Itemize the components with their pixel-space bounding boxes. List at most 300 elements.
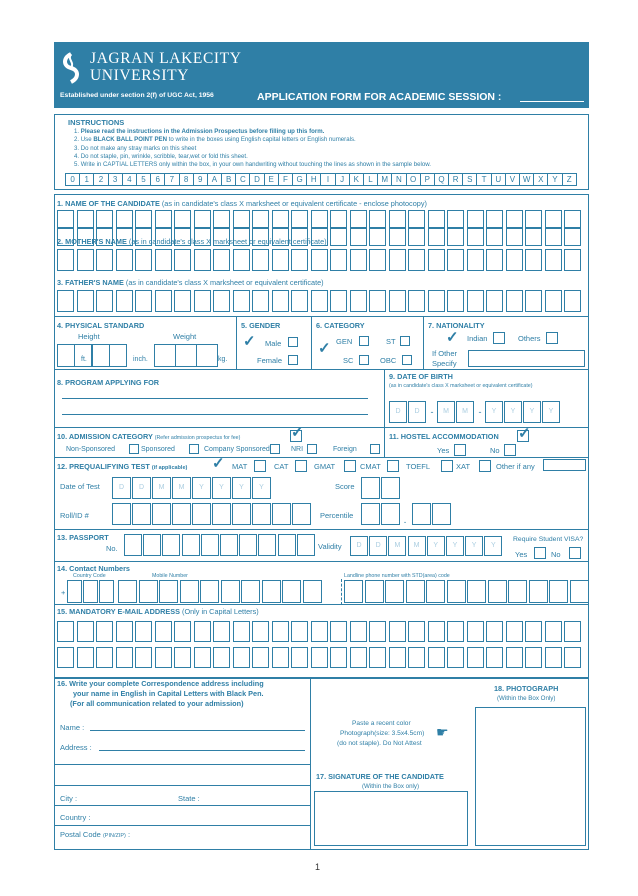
input-box[interactable] [467,580,486,603]
input-box[interactable] [428,290,445,312]
input-box[interactable] [486,249,503,271]
input-box[interactable]: M [388,536,406,556]
input-box[interactable] [330,647,347,668]
input-box[interactable] [57,344,75,367]
input-box[interactable] [525,290,542,312]
input-box[interactable] [506,290,523,312]
input-box[interactable] [350,249,367,271]
input-box[interactable] [258,534,276,556]
input-box[interactable] [428,647,445,668]
input-box[interactable] [303,580,322,603]
input-box[interactable] [428,210,445,228]
input-box[interactable]: D [350,536,368,556]
input-box[interactable] [344,580,363,603]
sc-label: SC [343,356,354,365]
input-box[interactable] [239,534,257,556]
addr-name-line[interactable] [90,730,305,731]
input-box[interactable] [112,503,131,525]
male-label: Male [265,339,282,348]
input-box[interactable] [272,503,291,525]
input-box[interactable] [447,580,466,603]
input-box[interactable] [67,580,82,603]
others-checkbox[interactable] [546,332,558,344]
input-box[interactable] [162,534,180,556]
sample-char: E [264,173,279,186]
input-box[interactable] [109,344,127,367]
divider [54,825,310,826]
test-checkbox[interactable] [254,460,266,472]
input-box[interactable] [564,210,581,228]
instruction-item [74,145,196,152]
input-box[interactable] [408,249,425,271]
test-checkbox[interactable] [441,460,453,472]
signature-label: 17. SIGNATURE OF THE CANDIDATE [316,772,444,781]
input-box[interactable] [389,621,406,642]
input-box[interactable] [506,647,523,668]
sample-char: X [533,173,548,186]
input-box[interactable] [155,249,172,271]
input-box[interactable] [447,228,464,246]
hostel-yes-label: Yes [437,446,450,455]
input-box[interactable] [447,210,464,228]
visa-yes-checkbox[interactable] [534,547,546,559]
input-box[interactable]: D [369,536,387,556]
input-box[interactable] [369,290,386,312]
input-box[interactable] [96,249,113,271]
address-instruction-2: your name in English in Capital Letters with Black Pen. [73,689,264,698]
input-box[interactable] [428,249,445,271]
input-box[interactable] [57,647,74,668]
test-checkbox[interactable] [387,460,399,472]
test-checkbox[interactable] [344,460,356,472]
input-box[interactable] [233,210,250,228]
input-box[interactable] [77,290,94,312]
input-box[interactable] [241,580,260,603]
input-box[interactable] [311,210,328,228]
input-box[interactable] [529,580,548,603]
input-box[interactable] [77,249,94,271]
input-box[interactable] [135,290,152,312]
input-box[interactable] [369,621,386,642]
input-box[interactable] [292,503,311,525]
input-box[interactable] [77,210,94,228]
input-box[interactable] [155,621,172,642]
divider [54,785,310,786]
input-box[interactable] [311,249,328,271]
input-box[interactable]: M [152,477,171,499]
input-box[interactable] [252,621,269,642]
university-name-line2: UNIVERSITY [90,67,189,84]
input-box[interactable] [213,249,230,271]
inch-label: inch. [133,356,148,363]
input-box[interactable] [369,647,386,668]
input-box[interactable] [132,503,151,525]
input-box[interactable] [124,534,142,556]
input-box[interactable] [143,534,161,556]
input-box[interactable] [116,647,133,668]
input-box[interactable] [291,290,308,312]
input-box[interactable] [57,210,74,228]
input-box[interactable] [155,647,172,668]
test-checkbox[interactable] [479,460,491,472]
test-checkbox[interactable] [295,460,307,472]
input-box[interactable] [486,621,503,642]
input-box[interactable] [564,621,581,642]
input-box[interactable] [350,621,367,642]
input-box[interactable] [381,477,400,499]
input-box[interactable] [155,210,172,228]
input-box[interactable] [139,580,158,603]
input-box[interactable] [369,228,386,246]
input-box[interactable]: M [172,477,191,499]
sample-characters [66,173,577,186]
input-box[interactable] [201,534,219,556]
input-box[interactable] [194,290,211,312]
email-boxes [57,647,584,668]
input-box[interactable] [564,249,581,271]
input-box[interactable]: Y [427,536,445,556]
divider [54,316,589,317]
input-box[interactable] [213,290,230,312]
admission-option-checkbox[interactable] [189,444,199,454]
input-box[interactable] [486,228,503,246]
photo-instruction-3: (do not staple). Do Not Attest [337,740,422,747]
input-box[interactable] [200,580,219,603]
input-box[interactable] [467,621,484,642]
input-box[interactable]: Y [523,401,541,423]
established-text: Established under section 2(f) of UGC Act, 1956 [60,92,214,99]
input-box[interactable] [428,621,445,642]
specify-field[interactable] [468,350,585,367]
admission-category-label: 10. ADMISSION CATEGORY (Refer admission prospectus for fee) [57,432,241,441]
input-box[interactable]: Y [192,477,211,499]
input-box[interactable] [135,210,152,228]
input-box[interactable]: M [408,536,426,556]
input-box[interactable] [506,249,523,271]
input-box[interactable] [408,621,425,642]
input-box[interactable] [361,503,380,525]
input-box[interactable] [467,210,484,228]
physical-standard-label: 4. PHYSICAL STANDARD [57,321,145,330]
input-box[interactable] [570,580,589,603]
obc-checkbox[interactable] [402,355,412,365]
input-box[interactable] [506,621,523,642]
input-box[interactable] [194,621,211,642]
input-box[interactable] [549,580,568,603]
input-box[interactable] [447,647,464,668]
input-box[interactable] [92,344,110,367]
input-box[interactable] [116,290,133,312]
input-box[interactable] [486,647,503,668]
input-box[interactable]: Y [484,536,502,556]
input-box[interactable] [155,290,172,312]
program-line[interactable] [62,414,368,415]
input-box[interactable] [252,290,269,312]
input-box[interactable] [135,249,152,271]
input-box[interactable] [486,290,503,312]
input-box[interactable] [96,621,113,642]
program-line[interactable] [62,398,368,399]
input-box[interactable] [213,647,230,668]
input-box[interactable] [369,249,386,271]
input-box[interactable] [412,503,431,525]
input-box[interactable]: D [389,401,407,423]
input-box[interactable] [221,580,240,603]
input-box[interactable] [406,580,425,603]
admission-option-label: Foreign [333,446,357,453]
input-box[interactable] [428,228,445,246]
input-box[interactable] [174,621,191,642]
input-box[interactable]: D [132,477,151,499]
input-box[interactable]: M [437,401,455,423]
instruction-text: 5. Write in CAPTIAL LETTERS only within the box, in your own handwriting without touching the lines as shown in the sample below. [74,161,432,169]
email-boxes [57,621,584,642]
input-box[interactable] [564,290,581,312]
gen-checkbox[interactable] [359,336,369,346]
input-box[interactable] [432,503,451,525]
input-box[interactable] [135,647,152,668]
input-box[interactable] [262,580,281,603]
input-box[interactable] [564,647,581,668]
input-box[interactable]: Y [446,536,464,556]
input-box[interactable] [506,210,523,228]
admission-option-checkbox[interactable] [270,444,280,454]
input-box[interactable] [488,580,507,603]
input-box[interactable] [311,290,328,312]
input-box[interactable] [272,621,289,642]
input-box[interactable] [159,580,178,603]
input-box[interactable] [272,249,289,271]
admission-checkbox[interactable] [290,430,302,442]
input-box[interactable] [330,249,347,271]
hostel-no-checkbox[interactable] [504,444,516,456]
input-box[interactable] [525,621,542,642]
input-box[interactable]: D [408,401,426,423]
admission-option-checkbox[interactable] [370,444,380,454]
input-box[interactable] [381,503,400,525]
passport-boxes [124,534,316,556]
input-box[interactable] [350,228,367,246]
input-box[interactable] [154,344,176,367]
indian-checkbox[interactable] [493,332,505,344]
input-box[interactable] [467,647,484,668]
input-box[interactable] [252,503,271,525]
hostel-yes-checkbox[interactable] [454,444,466,456]
input-box[interactable] [96,290,113,312]
input-box[interactable] [291,249,308,271]
input-box[interactable] [194,249,211,271]
input-box[interactable] [311,647,328,668]
input-box[interactable] [408,290,425,312]
input-box[interactable] [369,210,386,228]
input-box[interactable] [233,249,250,271]
input-box[interactable] [408,228,425,246]
sample-char: I [320,173,335,186]
divider [384,369,385,427]
input-box[interactable] [389,290,406,312]
input-box[interactable] [545,249,562,271]
dob-dash: - [478,407,482,417]
input-box[interactable] [272,290,289,312]
input-box[interactable]: Y [542,401,560,423]
input-box[interactable]: Y [504,401,522,423]
input-box[interactable] [116,210,133,228]
input-box[interactable] [272,210,289,228]
others-label: Others [518,334,541,343]
input-box[interactable] [525,249,542,271]
input-box[interactable] [389,228,406,246]
photograph-box[interactable] [475,707,586,846]
input-box[interactable]: M [456,401,474,423]
input-box[interactable] [291,647,308,668]
input-box[interactable]: Y [252,477,271,499]
input-box[interactable] [389,249,406,271]
input-box[interactable] [252,249,269,271]
input-box[interactable] [194,647,211,668]
input-box[interactable] [272,647,289,668]
input-box[interactable] [506,228,523,246]
input-box[interactable] [213,210,230,228]
input-box[interactable] [116,249,133,271]
mothers-name-boxes [57,249,584,271]
prequalifying-label: 12. PREQUALIFYING TEST (if applicable) [57,462,188,471]
input-box[interactable] [447,249,464,271]
input-box[interactable] [389,647,406,668]
input-box[interactable] [152,503,171,525]
input-box[interactable] [350,647,367,668]
input-box[interactable] [447,290,464,312]
kg-label: kg. [218,356,228,363]
input-box[interactable] [118,580,137,603]
input-box[interactable] [172,503,191,525]
input-box[interactable] [426,580,445,603]
input-box[interactable] [252,647,269,668]
input-box[interactable]: Y [232,477,251,499]
input-box[interactable] [99,580,114,603]
input-box[interactable] [311,621,328,642]
addr-address-line[interactable] [99,750,305,751]
input-box[interactable] [233,290,250,312]
input-box[interactable] [57,249,74,271]
postal-label: Postal Code (PIN/ZIP) : [60,830,131,839]
input-box[interactable] [350,210,367,228]
hostel-checkbox[interactable] [517,430,529,442]
sample-char: W [519,173,534,186]
input-box[interactable] [135,621,152,642]
input-box[interactable] [389,210,406,228]
input-box[interactable] [116,621,133,642]
input-box[interactable] [77,647,94,668]
input-box[interactable] [545,228,562,246]
input-box[interactable] [196,344,218,367]
visa-no-checkbox[interactable] [569,547,581,559]
input-box[interactable] [212,503,231,525]
admission-option-checkbox[interactable] [307,444,317,454]
input-box[interactable] [83,580,98,603]
input-box[interactable] [385,580,404,603]
input-box[interactable] [180,580,199,603]
input-box[interactable]: Y [465,536,483,556]
input-box[interactable] [233,621,250,642]
input-box[interactable] [77,621,94,642]
input-box[interactable] [330,210,347,228]
input-box[interactable] [232,503,251,525]
input-box[interactable] [278,534,296,556]
address-instruction-3: (For all communication related to your admission) [70,699,244,708]
input-box[interactable] [57,290,74,312]
input-box[interactable] [545,210,562,228]
input-box[interactable] [365,580,384,603]
other-test-field[interactable] [543,459,586,471]
input-box[interactable] [96,210,113,228]
input-box[interactable] [174,290,191,312]
sc-checkbox[interactable] [359,355,369,365]
input-box[interactable] [297,534,315,556]
female-checkbox[interactable] [288,355,298,365]
input-box[interactable] [361,477,380,499]
input-box[interactable] [174,210,191,228]
input-box[interactable] [182,534,200,556]
input-box[interactable] [525,647,542,668]
input-box[interactable]: D [112,477,131,499]
input-box[interactable] [467,290,484,312]
admission-option-checkbox[interactable] [129,444,139,454]
input-box[interactable] [508,580,527,603]
input-box[interactable] [486,210,503,228]
input-box[interactable] [467,228,484,246]
signature-box[interactable] [314,791,468,846]
input-box[interactable] [525,210,542,228]
input-box[interactable] [330,228,347,246]
input-box[interactable] [213,621,230,642]
session-field[interactable] [520,101,584,102]
input-box[interactable] [408,647,425,668]
input-box[interactable] [545,647,562,668]
input-box[interactable]: Y [485,401,503,423]
input-box[interactable] [467,249,484,271]
input-box[interactable] [174,249,191,271]
input-box[interactable] [282,580,301,603]
input-box[interactable] [194,210,211,228]
input-box[interactable] [291,210,308,228]
input-box[interactable] [233,647,250,668]
input-box[interactable] [525,228,542,246]
st-checkbox[interactable] [400,336,410,346]
input-box[interactable] [291,621,308,642]
input-box[interactable] [96,647,113,668]
input-box[interactable] [175,344,197,367]
hostel-label: 11. HOSTEL ACCOMMODATION [389,432,499,441]
input-box[interactable] [408,210,425,228]
input-box[interactable] [447,621,464,642]
photo-instruction-1: Paste a recent color [352,720,411,727]
input-box[interactable] [350,290,367,312]
input-box[interactable] [192,503,211,525]
male-checkbox[interactable] [288,337,298,347]
input-box[interactable]: Y [212,477,231,499]
input-box[interactable] [545,290,562,312]
input-box[interactable] [252,210,269,228]
input-box[interactable] [545,621,562,642]
input-box[interactable] [564,228,581,246]
input-box[interactable] [330,290,347,312]
input-box[interactable] [174,647,191,668]
city-label: City : [60,794,78,803]
input-box[interactable] [57,621,74,642]
input-box[interactable] [220,534,238,556]
sample-char: A [207,173,222,186]
input-box[interactable] [330,621,347,642]
